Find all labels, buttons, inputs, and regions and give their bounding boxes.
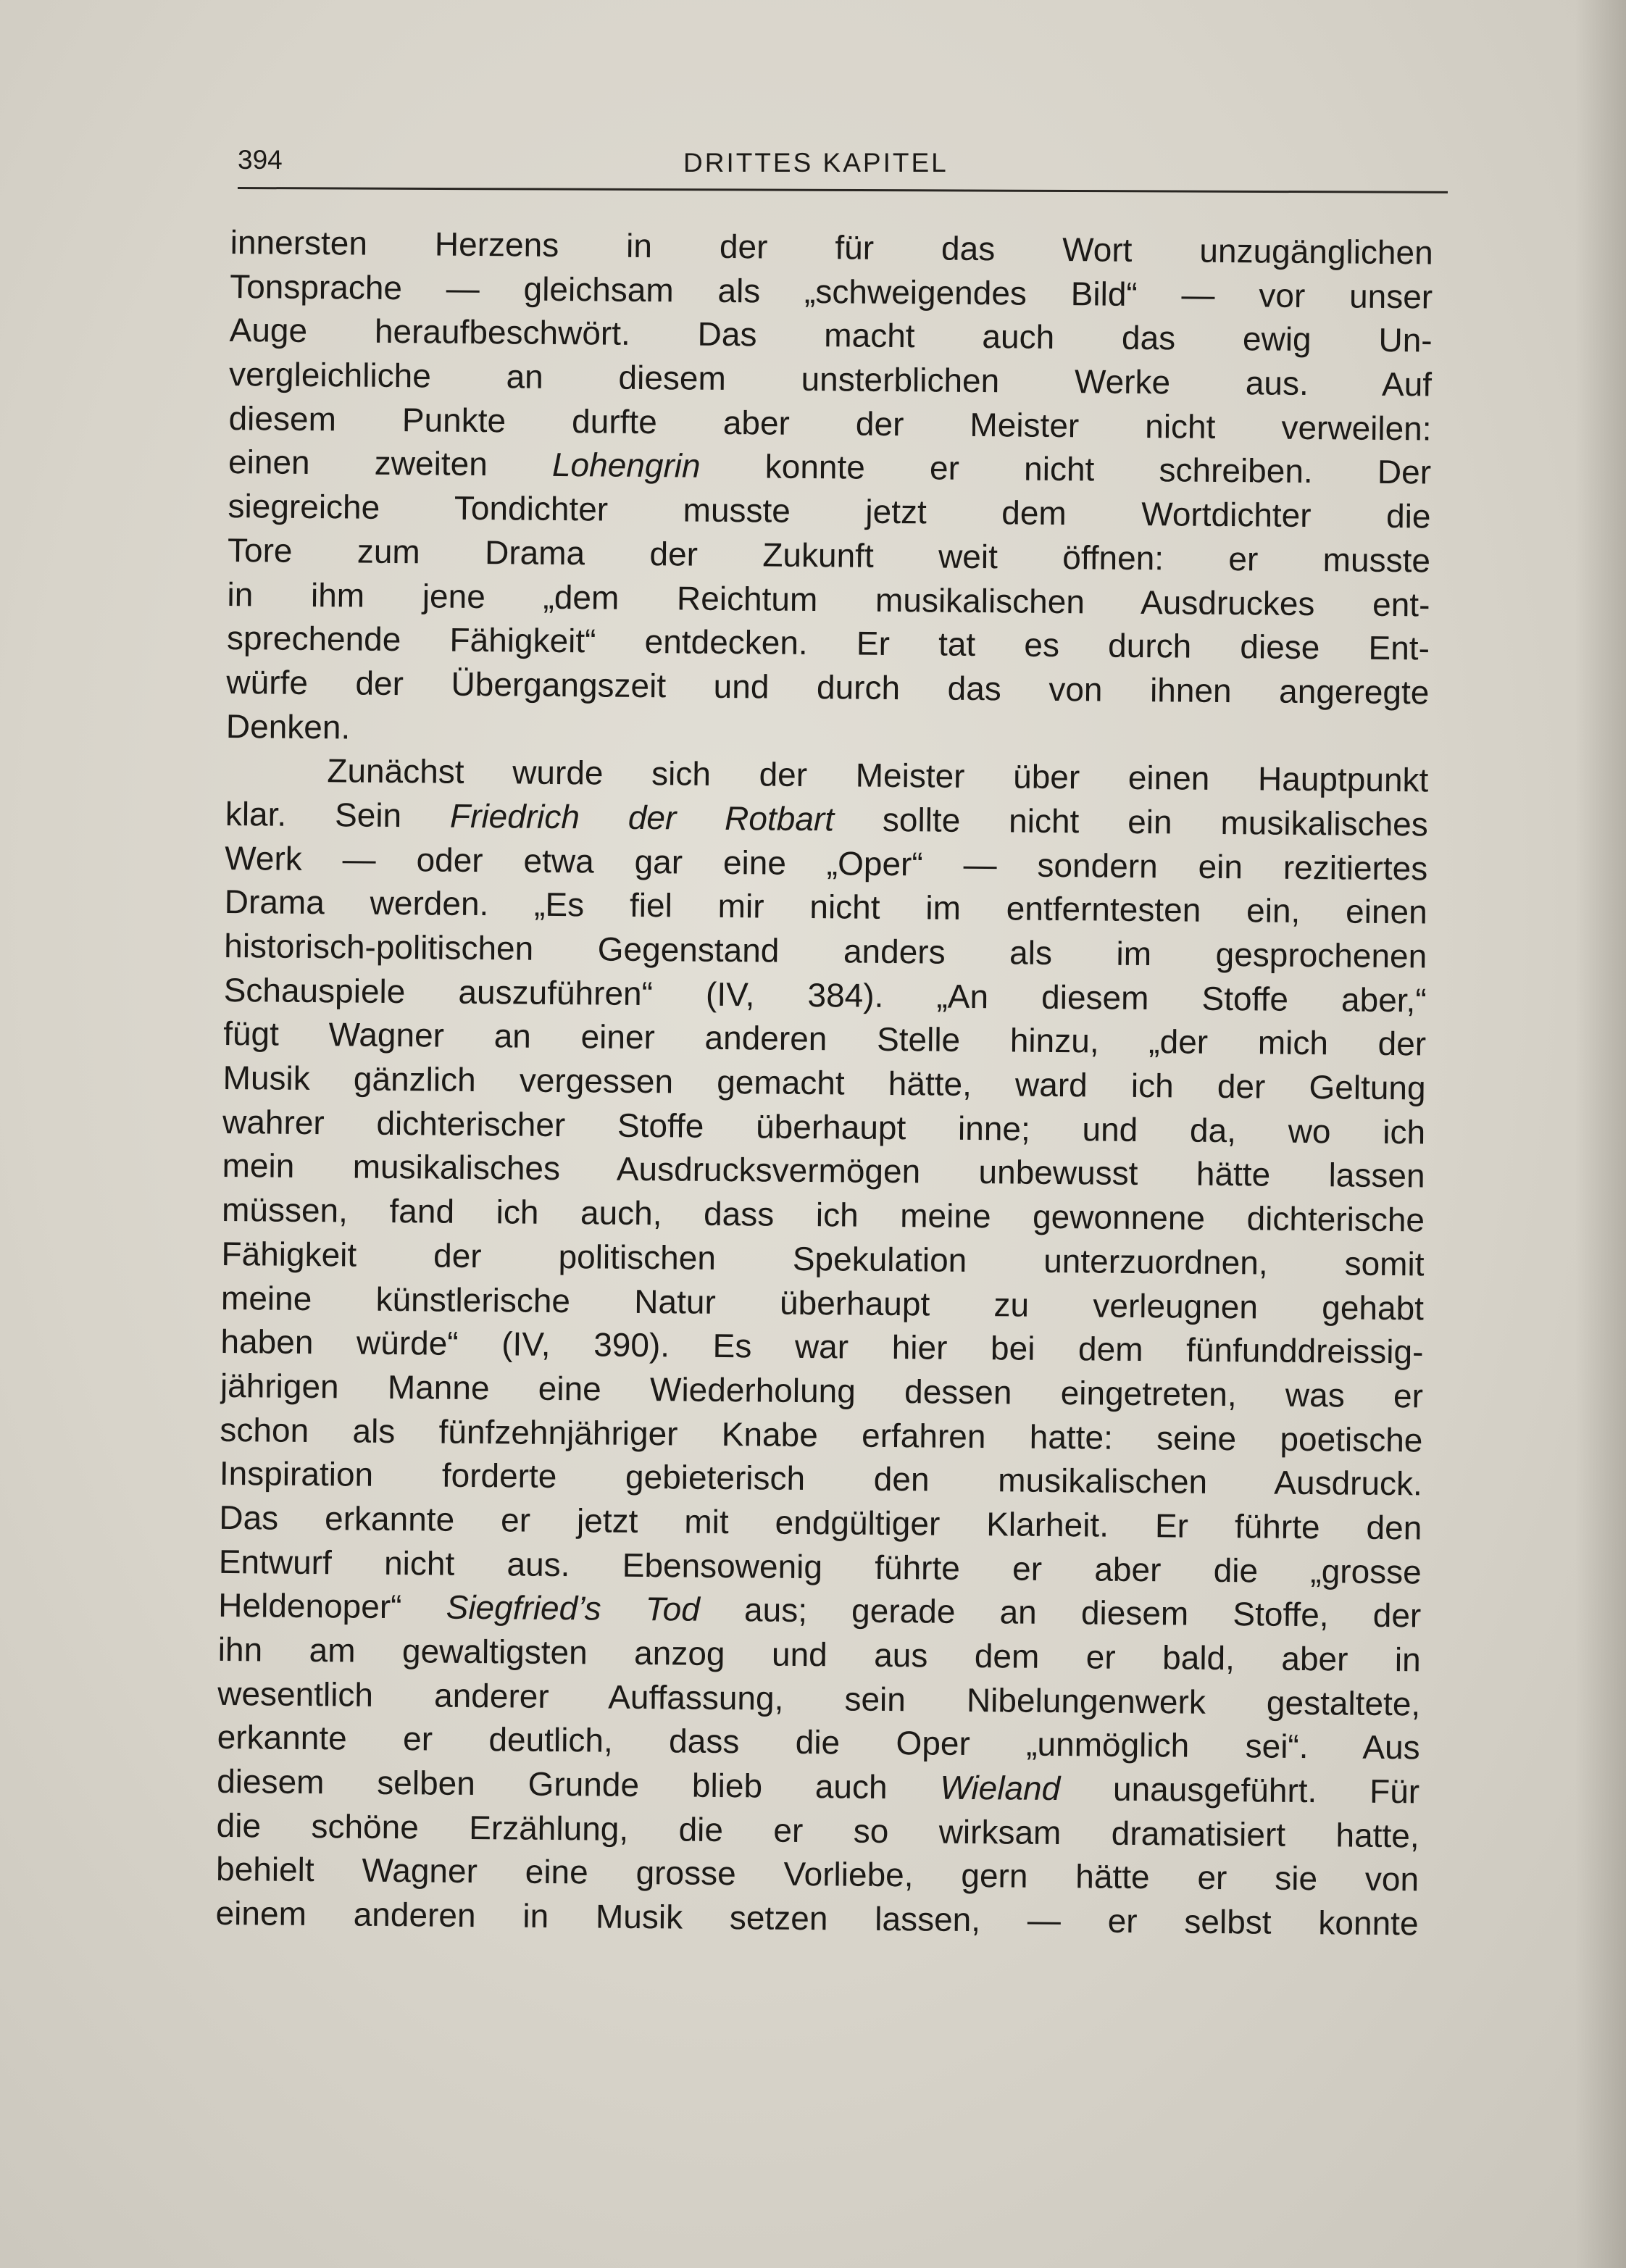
italic-title: Siegfried’s Tod [446, 1588, 701, 1629]
text-line: siegreiche Tondichter musste jetzt dem Wortdichter die [228, 487, 1431, 535]
page-edge-shadow [1575, 0, 1626, 2268]
text-segment: unausgeführt. Für [1059, 1769, 1420, 1811]
text-line: erkannte er deutlich, dass die Oper „unmöglich sei“. Aus [217, 1718, 1420, 1767]
text-line: behielt Wagner eine grosse Vorliebe, gern hätte er sie von [215, 1850, 1419, 1898]
text-line: Auge heraufbeschwört. Das macht auch das ewig Un- [229, 311, 1433, 359]
running-header [238, 139, 1448, 183]
text-line: Musik gänzlich vergessen gemacht hätte, ward ich der Geltung [222, 1059, 1426, 1107]
page-number: 394 [238, 145, 283, 175]
text-line: Schauspiele auszuführen“ (IV, 384). „An diesem Stoffe aber,“ [223, 970, 1427, 1020]
text-segment: diesem selben Grunde blieb auch [216, 1762, 941, 1806]
text-line: diesem Punkte durfte aber der Meister nicht verweilen: [228, 399, 1432, 448]
text-segment: konnte er nicht schreiben. Der [700, 447, 1432, 491]
text-line: Zunächst wurde sich der Meister über einen Hauptpunkt [327, 751, 1429, 799]
italic-title: Wieland [940, 1768, 1061, 1808]
text-line: haben würde“ (IV, 390). Es war hier bei dem fünfunddreissig- [220, 1322, 1424, 1371]
text-line: würfe der Übergangszeit und durch das von ihnen angeregte [226, 662, 1430, 712]
text-line: historisch-politischen Gegenstand anders als im gesprochenen [224, 926, 1427, 975]
text-line: Werk — oder etwa gar eine „Oper“ — sondern ein rezitiertes [225, 838, 1428, 888]
text-line: meine künstlerische Natur überhaupt zu verleugnen gehabt [220, 1278, 1425, 1327]
text-line: schon als fünfzehnjähriger Knabe erfahren hatte: seine poetische [220, 1410, 1423, 1459]
text-line: Inspiration forderte gebieterisch den musikalischen Ausdruck. [219, 1454, 1423, 1503]
text-line: Tore zum Drama der Zukunft weit öffnen: er musste [227, 530, 1431, 580]
text-line: Denken. [225, 706, 351, 746]
italic-title: Friedrich der Rotbart [449, 796, 835, 838]
text-line: jährigen Manne eine Wiederholung dessen eingetreten, was er [220, 1366, 1424, 1415]
text-line: Das erkannte er jetzt mit endgültiger Klarheit. Er führte den [219, 1498, 1422, 1547]
text-segment: aus; gerade an diesem Stoffe, der [699, 1590, 1422, 1635]
text-line: Drama werden. „Es fiel mir nicht im entferntesten ein, einen [224, 883, 1427, 931]
text-line: einem anderen in Musik setzen lassen, — er selbst konnte [215, 1894, 1419, 1943]
text-line: sprechende Fähigkeit“ entdecken. Er tat es durch diese Ent- [226, 619, 1430, 667]
text-line: vergleichliche an diesem unsterblichen Werke aus. Auf [228, 355, 1433, 404]
text-line: wahrer dichterischer Stoffe überhaupt inne; und da, wo ich [222, 1102, 1426, 1151]
body-text [215, 220, 1433, 1946]
text-line: mein musikalisches Ausdrucksvermögen unbewusst hätte lassen [222, 1146, 1425, 1195]
text-line: müssen, fand ich auch, dass ich meine gewonnene dichterische [221, 1191, 1425, 1239]
text-line: Tonsprache — gleichsam als „schweigendes Bild“ — vor unser [229, 267, 1433, 316]
text-line: die schöne Erzählung, die er so wirksam dramatisiert hatte, [216, 1806, 1419, 1855]
text-segment: sollte nicht ein musikalisches [833, 800, 1429, 843]
text-segment: einen zweiten [228, 443, 553, 484]
text-line: wesentlich anderer Auffassung, sein Nibelungenwerk gestaltete, [217, 1674, 1421, 1723]
text-segment: klar. Sein [225, 794, 451, 835]
text-line: fügt Wagner an einer anderen Stelle hinzu, „der mich der [222, 1014, 1427, 1063]
header-rule [238, 187, 1448, 193]
text-line: innersten Herzens in der für das Wort unzugänglichen [230, 222, 1433, 272]
text-segment: Heldenoper“ [218, 1586, 446, 1626]
italic-title: Lohengrin [551, 446, 701, 485]
text-line: in ihm jene „dem Reichtum musikalischen Ausdruckes ent- [227, 575, 1430, 623]
text-line: Fähigkeit der politischen Spekulation unterzuordnen, somit [221, 1234, 1425, 1283]
text-line: Entwurf nicht aus. Ebensowenig führte er aber die „grosse [218, 1542, 1422, 1591]
chapter-title: DRITTES KAPITEL [683, 148, 948, 178]
text-line: ihn am gewaltigsten anzog und aus dem er bald, aber in [217, 1630, 1421, 1679]
